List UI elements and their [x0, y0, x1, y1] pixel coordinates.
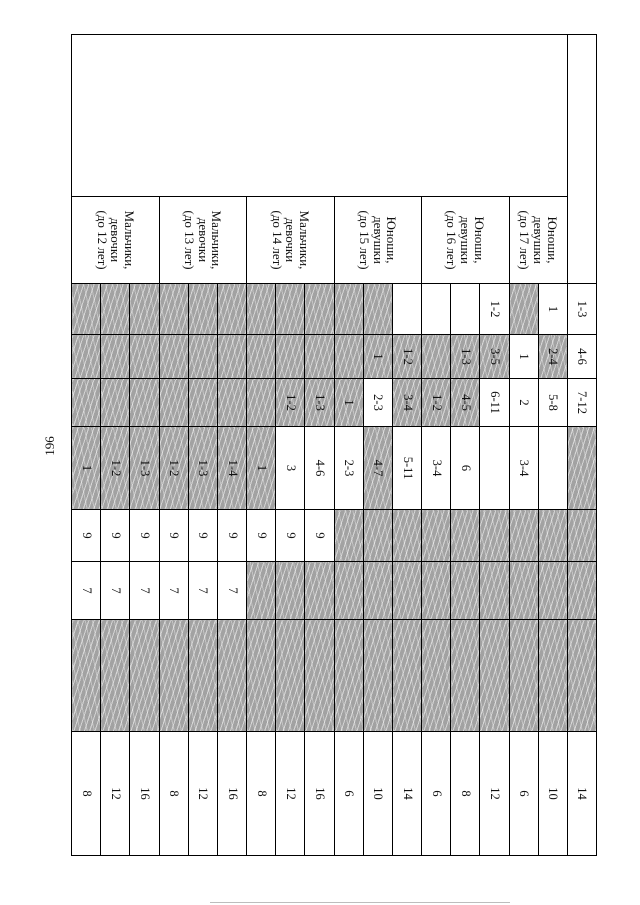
table-cell: 1: [363, 335, 392, 379]
table-cell: 1: [72, 427, 101, 510]
table-cell: [451, 620, 480, 732]
table-cell: [130, 379, 159, 427]
competition-table: [71, 34, 597, 856]
table-cell: [422, 620, 451, 732]
table-cell: 9: [217, 510, 246, 562]
table-cell: [247, 620, 276, 732]
table-cell: [334, 284, 363, 335]
table-cell: 9: [130, 510, 159, 562]
table-cell: 2-3: [363, 379, 392, 427]
table-cell: [392, 620, 421, 732]
table-cell-last: 6: [422, 732, 451, 856]
table-cell: [363, 284, 392, 335]
table-cell: 7: [130, 562, 159, 620]
group-label-line1: Мальчики, девочки: [108, 210, 137, 270]
table-cell: [480, 620, 509, 732]
table-cell: [130, 620, 159, 732]
table-cell: [101, 284, 130, 335]
table-cell: [217, 379, 246, 427]
table-cell: [130, 335, 159, 379]
table-cell: 1: [509, 335, 538, 379]
page-number: 196: [42, 436, 57, 456]
group-label-cell: [247, 197, 334, 284]
table-cell: [422, 510, 451, 562]
table-cell: 1: [334, 379, 363, 427]
table-cell: [217, 335, 246, 379]
table-cell: 4-5: [451, 379, 480, 427]
table-cell: [159, 335, 188, 379]
table-cell: 9: [159, 510, 188, 562]
table-cell: [567, 620, 596, 732]
table-cell: 7: [188, 562, 217, 620]
table-cell: [159, 284, 188, 335]
table-cell: [305, 284, 334, 335]
group-label-cell: [72, 197, 160, 284]
table-cell: [363, 562, 392, 620]
table-cell: [451, 510, 480, 562]
table-cell-last: 16: [130, 732, 159, 856]
table-cell: [101, 620, 130, 732]
table-cell: [509, 284, 538, 335]
table-cell: [334, 335, 363, 379]
table-cell: 7: [159, 562, 188, 620]
table-cell: 1-3: [305, 379, 334, 427]
table-cell: 9: [247, 510, 276, 562]
table-cell: 1-3: [188, 427, 217, 510]
group-label-cell: [509, 197, 567, 284]
table-cell: [334, 510, 363, 562]
group-label-line2: (до 16 лет): [444, 210, 460, 270]
group-label-line1: Юноши, девушки: [458, 216, 487, 264]
table-cell: 1-2: [422, 379, 451, 427]
table-cell: 9: [276, 510, 305, 562]
group-label-line2: (до 14 лет): [269, 210, 285, 270]
table-cell: [217, 284, 246, 335]
table-cell: 2-3: [334, 427, 363, 510]
table-cell: [101, 379, 130, 427]
table-cell: [159, 379, 188, 427]
table-cell: 3: [276, 427, 305, 510]
table-cell: [538, 510, 567, 562]
table-cell: [538, 427, 567, 510]
table-cell: [188, 335, 217, 379]
table-cell: [480, 427, 509, 510]
empty-side-cell: [72, 35, 568, 197]
table-cell: 1: [247, 427, 276, 510]
table-cell-last: 12: [480, 732, 509, 856]
table-cell: [188, 379, 217, 427]
table-cell: [422, 284, 451, 335]
table-cell: [72, 335, 101, 379]
group-label-cell: [159, 197, 246, 284]
table-cell: 4-6: [305, 427, 334, 510]
table-cell: [480, 510, 509, 562]
group-label-line2: (до 17 лет): [517, 210, 533, 270]
table-cell: [567, 510, 596, 562]
table-cell: [72, 284, 101, 335]
table-cell: [72, 379, 101, 427]
table-cell-last: 6: [509, 732, 538, 856]
table-cell: [101, 335, 130, 379]
table-cell: 1-4: [217, 427, 246, 510]
table-cell: 1-2: [101, 427, 130, 510]
table-cell: 1-2: [276, 379, 305, 427]
table-cell-last: 8: [159, 732, 188, 856]
group-label-line2: (до 12 лет): [94, 210, 110, 270]
table-cell: 1-3: [130, 427, 159, 510]
table-cell: [509, 620, 538, 732]
group-label-cell: [422, 197, 509, 284]
column-header: 7-12: [567, 379, 596, 427]
group-label-cell: [334, 197, 421, 284]
group-label-line1: Юноши, девушки: [531, 216, 560, 264]
table-cell: [392, 562, 421, 620]
table-cell: [305, 335, 334, 379]
table-cell: [130, 284, 159, 335]
table-cell: [480, 562, 509, 620]
table-cell: 7: [101, 562, 130, 620]
table-cell: [334, 562, 363, 620]
table-cell: 3-4: [422, 427, 451, 510]
table-row: [538, 35, 567, 856]
table-cell: [305, 620, 334, 732]
table-cell: [72, 620, 101, 732]
table-cell: [363, 620, 392, 732]
table-cell: [247, 335, 276, 379]
table-cell: [276, 620, 305, 732]
table-cell-last: 14: [567, 732, 596, 856]
group-label-line1: Мальчики, девочки: [283, 210, 312, 270]
table-cell: [188, 620, 217, 732]
table-cell: [159, 620, 188, 732]
table-cell: [538, 620, 567, 732]
table-cell-last: 10: [538, 732, 567, 856]
column-header: 4-6: [567, 335, 596, 379]
table-cell: [422, 562, 451, 620]
table-cell: 3-4: [509, 427, 538, 510]
table-cell: [217, 620, 246, 732]
table-cell-last: 8: [451, 732, 480, 856]
table-cell: 7: [72, 562, 101, 620]
group-label-line2: (до 13 лет): [182, 210, 198, 270]
table-cell: [451, 284, 480, 335]
table-cell: 1-2: [392, 335, 421, 379]
table-cell: [509, 510, 538, 562]
table-cell: [276, 562, 305, 620]
table-cell-last: 8: [72, 732, 101, 856]
table-cell: [188, 284, 217, 335]
rotated-table-container: [71, 34, 597, 855]
table-cell: [392, 284, 421, 335]
group-label-line2: (до 15 лет): [357, 210, 373, 270]
table-cell: [567, 562, 596, 620]
table-cell-last: 10: [363, 732, 392, 856]
table-cell: 3-4: [392, 379, 421, 427]
table-cell: [276, 284, 305, 335]
table-row-header: [567, 35, 596, 856]
table-cell: [567, 427, 596, 510]
table-cell-last: 8: [247, 732, 276, 856]
group-label-line1: Юноши, девушки: [370, 216, 400, 264]
table-cell: 6: [451, 427, 480, 510]
table-cell: 1-2: [159, 427, 188, 510]
group-label-line1: Мальчики, девочки: [195, 210, 225, 270]
table-cell: [305, 562, 334, 620]
table-cell: [247, 284, 276, 335]
table-cell: [363, 510, 392, 562]
table-cell: 9: [101, 510, 130, 562]
table-cell: 3-5: [480, 335, 509, 379]
table-cell-last: 16: [217, 732, 246, 856]
table-cell: [247, 379, 276, 427]
table-cell: [392, 510, 421, 562]
table-cell: [509, 562, 538, 620]
table-cell: 1: [538, 284, 567, 335]
column-header: 1-3: [567, 284, 596, 335]
table-cell-last: 12: [188, 732, 217, 856]
table-cell: 1-2: [480, 284, 509, 335]
table-cell: 9: [188, 510, 217, 562]
table-cell: [451, 562, 480, 620]
table-cell: 4-7: [363, 427, 392, 510]
table-cell-last: 12: [276, 732, 305, 856]
table-cell-last: 6: [334, 732, 363, 856]
table-cell: 9: [72, 510, 101, 562]
table-cell: 5-11: [392, 427, 421, 510]
table-cell: 5-8: [538, 379, 567, 427]
table-cell-last: 16: [305, 732, 334, 856]
table-cell: [247, 562, 276, 620]
table-cell: 6-11: [480, 379, 509, 427]
table-cell-last: 12: [101, 732, 130, 856]
table-cell: [538, 562, 567, 620]
table-cell: 9: [305, 510, 334, 562]
table-cell: 1-3: [451, 335, 480, 379]
table-cell: [422, 335, 451, 379]
scan-edge-line: [210, 902, 510, 903]
table-cell: [276, 335, 305, 379]
table-cell: 7: [217, 562, 246, 620]
table-cell: [334, 620, 363, 732]
table-cell: 2-4: [538, 335, 567, 379]
table-cell-last: 14: [392, 732, 421, 856]
header-empty-cell: [567, 35, 596, 284]
table-cell: 2: [509, 379, 538, 427]
